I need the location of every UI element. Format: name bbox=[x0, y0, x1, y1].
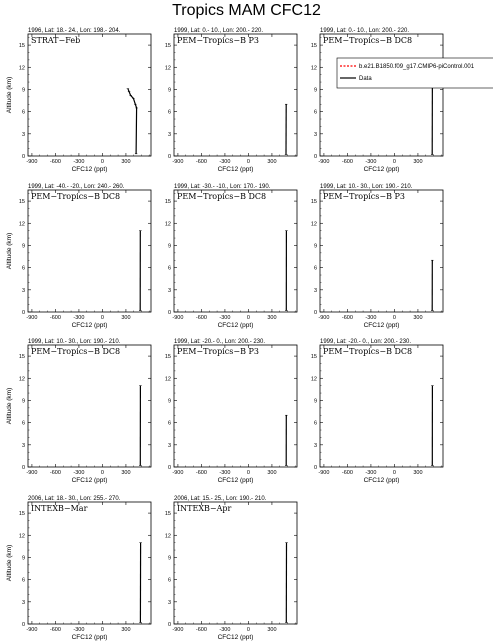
y-tick-label: 9 bbox=[313, 243, 317, 250]
y-tick-label: 3 bbox=[167, 131, 171, 138]
x-tick-label: -900 bbox=[318, 470, 330, 476]
legend-entry: b.e21.B1850.f09_g17.CMIP6-piControl.001 bbox=[359, 64, 475, 70]
legend-entry: Data bbox=[359, 76, 372, 82]
plot-frame bbox=[28, 190, 151, 312]
x-tick-label: -900 bbox=[26, 315, 38, 321]
x-tick-label: 300 bbox=[121, 627, 131, 633]
x-tick-label: 300 bbox=[267, 315, 277, 321]
x-tick-label: 0 bbox=[100, 315, 104, 321]
y-tick-label: 3 bbox=[313, 442, 317, 449]
panel-5 bbox=[165, 184, 297, 329]
y-tick-label: 6 bbox=[21, 265, 25, 272]
panel-header: 1999, Lat: 0.- 10., Lon: 200.- 220. bbox=[320, 28, 410, 34]
panel-label: PEM−Tropics−B DC8 bbox=[31, 347, 121, 356]
x-tick-label: -600 bbox=[49, 627, 61, 633]
x-tick-label: -600 bbox=[195, 159, 207, 165]
x-tick-label: 300 bbox=[121, 159, 131, 165]
y-tick-label: 15 bbox=[18, 199, 25, 206]
x-tick-label: 300 bbox=[121, 470, 131, 476]
y-tick-label: 12 bbox=[164, 533, 171, 540]
y-tick-label: 9 bbox=[167, 555, 171, 562]
x-axis-label: CFC12 (ppt) bbox=[217, 166, 254, 173]
y-tick-label: 0 bbox=[313, 465, 317, 471]
panel-header: 1999, Lat: -30.- -10., Lon: 170.- 190. bbox=[174, 184, 271, 190]
y-tick-label: 9 bbox=[21, 243, 25, 250]
y-tick-label: 0 bbox=[21, 154, 25, 160]
y-tick-label: 12 bbox=[18, 533, 25, 540]
x-tick-label: -600 bbox=[195, 315, 207, 321]
x-tick-label: -300 bbox=[219, 159, 231, 165]
x-tick-label: 0 bbox=[100, 627, 104, 633]
y-tick-label: 3 bbox=[313, 287, 317, 294]
y-tick-label: 3 bbox=[167, 287, 171, 294]
x-tick-label: -600 bbox=[49, 470, 61, 476]
y-tick-label: 0 bbox=[167, 622, 171, 628]
x-tick-label: -900 bbox=[172, 627, 184, 633]
chart-title: Tropics MAM CFC12 bbox=[172, 2, 321, 19]
panel-9 bbox=[311, 339, 443, 484]
x-tick-label: -600 bbox=[341, 470, 353, 476]
y-tick-label: 15 bbox=[310, 199, 317, 206]
x-axis-label: CFC12 (ppt) bbox=[71, 634, 108, 641]
y-tick-label: 6 bbox=[313, 109, 317, 116]
x-tick-label: 300 bbox=[413, 159, 423, 165]
x-tick-label: -300 bbox=[365, 159, 377, 165]
panel-4 bbox=[6, 184, 151, 329]
y-tick-label: 15 bbox=[18, 354, 25, 361]
y-tick-label: 3 bbox=[167, 599, 171, 606]
y-tick-label: 0 bbox=[21, 465, 25, 471]
x-tick-label: 0 bbox=[246, 315, 250, 321]
plot-frame bbox=[174, 345, 297, 467]
x-tick-label: 0 bbox=[246, 470, 250, 476]
y-tick-label: 15 bbox=[18, 511, 25, 518]
y-tick-label: 9 bbox=[167, 398, 171, 405]
y-tick-label: 0 bbox=[313, 154, 317, 160]
panel-label: INTEXB−Mar bbox=[31, 504, 88, 513]
plot-frame bbox=[320, 345, 443, 467]
panel-header: 1996, Lat: 18.- 24., Lon: 198.- 204. bbox=[28, 28, 121, 34]
panel-label: PEM−Tropics−B DC8 bbox=[323, 347, 413, 356]
plot-frame bbox=[28, 34, 151, 156]
x-axis-label: CFC12 (ppt) bbox=[217, 477, 254, 484]
y-tick-label: 12 bbox=[164, 376, 171, 383]
panel-header: 2006, Lat: 18.- 30., Lon: 255.- 270. bbox=[28, 496, 121, 502]
x-tick-label: 300 bbox=[267, 627, 277, 633]
panel-header: 1999, Lat: 10.- 30., Lon: 190.- 210. bbox=[320, 184, 413, 190]
x-tick-label: 300 bbox=[267, 159, 277, 165]
panel-label: PEM−Tropics−B DC8 bbox=[177, 192, 267, 201]
panel-header: 1999, Lat: -20.- 0., Lon: 200.- 230. bbox=[174, 339, 266, 345]
y-tick-label: 15 bbox=[18, 43, 25, 50]
y-tick-label: 9 bbox=[21, 398, 25, 405]
x-axis-label: CFC12 (ppt) bbox=[217, 322, 254, 329]
y-tick-label: 12 bbox=[164, 65, 171, 72]
panel-6 bbox=[311, 184, 443, 329]
x-tick-label: 0 bbox=[246, 627, 250, 633]
x-tick-label: -600 bbox=[341, 315, 353, 321]
x-tick-label: -900 bbox=[172, 159, 184, 165]
y-tick-label: 3 bbox=[167, 442, 171, 449]
x-tick-label: -300 bbox=[219, 315, 231, 321]
x-tick-label: -900 bbox=[318, 315, 330, 321]
y-tick-label: 0 bbox=[167, 465, 171, 471]
y-tick-label: 3 bbox=[21, 287, 25, 294]
x-axis-label: CFC12 (ppt) bbox=[217, 634, 254, 641]
x-tick-label: -300 bbox=[219, 470, 231, 476]
x-tick-label: -600 bbox=[341, 159, 353, 165]
x-tick-label: -900 bbox=[26, 627, 38, 633]
y-tick-label: 12 bbox=[310, 65, 317, 72]
x-tick-label: -900 bbox=[26, 159, 38, 165]
x-tick-label: -300 bbox=[365, 315, 377, 321]
y-tick-label: 12 bbox=[18, 221, 25, 228]
y-axis-label: Altitude (km) bbox=[6, 232, 13, 270]
y-tick-label: 0 bbox=[313, 310, 317, 316]
plot-frame bbox=[174, 190, 297, 312]
legend bbox=[337, 58, 493, 88]
panel-header: 1999, Lat: 10.- 30., Lon: 190.- 210. bbox=[28, 339, 121, 345]
y-tick-label: 15 bbox=[310, 354, 317, 361]
x-tick-label: -600 bbox=[49, 315, 61, 321]
y-tick-label: 12 bbox=[310, 221, 317, 228]
x-axis-label: CFC12 (ppt) bbox=[363, 322, 400, 329]
plot-frame bbox=[174, 502, 297, 624]
x-tick-label: 0 bbox=[246, 159, 250, 165]
x-tick-label: 0 bbox=[100, 159, 104, 165]
y-tick-label: 6 bbox=[313, 265, 317, 272]
y-tick-label: 3 bbox=[21, 599, 25, 606]
panel-label: PEM−Tropics−B P3 bbox=[177, 36, 259, 45]
panel-label: PEM−Tropics−B P3 bbox=[323, 192, 405, 201]
panel-label: PEM−Tropics−B DC8 bbox=[323, 36, 413, 45]
y-tick-label: 9 bbox=[21, 555, 25, 562]
plot-frame bbox=[320, 190, 443, 312]
x-tick-label: -300 bbox=[219, 627, 231, 633]
y-tick-label: 15 bbox=[164, 354, 171, 361]
y-tick-label: 6 bbox=[21, 420, 25, 427]
y-tick-label: 9 bbox=[21, 87, 25, 94]
x-axis-label: CFC12 (ppt) bbox=[71, 166, 108, 173]
panel-label: PEM−Tropics−B P3 bbox=[177, 347, 259, 356]
plot-frame bbox=[28, 345, 151, 467]
x-tick-label: 300 bbox=[267, 470, 277, 476]
y-tick-label: 3 bbox=[21, 442, 25, 449]
x-tick-label: 0 bbox=[100, 470, 104, 476]
panel-7 bbox=[6, 339, 151, 484]
panel-1 bbox=[6, 28, 151, 173]
plot-frame bbox=[28, 502, 151, 624]
panel-3 bbox=[311, 28, 443, 173]
x-tick-label: -300 bbox=[73, 627, 85, 633]
legend-box bbox=[337, 58, 493, 88]
x-tick-label: 300 bbox=[413, 470, 423, 476]
panel-header: 2006, Lat: 15.- 25., Lon: 190.- 210. bbox=[174, 496, 267, 502]
y-tick-label: 6 bbox=[167, 577, 171, 584]
panel-header: 1999, Lat: -20.- 0., Lon: 200.- 230. bbox=[320, 339, 412, 345]
x-tick-label: 300 bbox=[413, 315, 423, 321]
x-tick-label: -900 bbox=[172, 315, 184, 321]
y-tick-label: 15 bbox=[310, 43, 317, 50]
y-tick-label: 0 bbox=[167, 154, 171, 160]
x-tick-label: 0 bbox=[392, 470, 396, 476]
plot-frame bbox=[320, 34, 443, 156]
y-tick-label: 6 bbox=[167, 420, 171, 427]
y-tick-label: 0 bbox=[21, 310, 25, 316]
panel-label: STRAT−Feb bbox=[31, 36, 81, 45]
y-tick-label: 6 bbox=[167, 109, 171, 116]
x-tick-label: -600 bbox=[195, 470, 207, 476]
x-axis-label: CFC12 (ppt) bbox=[363, 166, 400, 173]
panel-header: 1999, Lat: 0.- 10., Lon: 200.- 220. bbox=[174, 28, 264, 34]
y-tick-label: 9 bbox=[313, 87, 317, 94]
y-axis-label: Altitude (km) bbox=[6, 387, 13, 425]
x-tick-label: -600 bbox=[49, 159, 61, 165]
x-tick-label: -300 bbox=[73, 159, 85, 165]
x-axis-label: CFC12 (ppt) bbox=[363, 477, 400, 484]
x-tick-label: -300 bbox=[365, 470, 377, 476]
x-tick-label: -600 bbox=[195, 627, 207, 633]
y-tick-label: 0 bbox=[21, 622, 25, 628]
x-tick-label: -300 bbox=[73, 315, 85, 321]
panel-2 bbox=[165, 28, 297, 173]
y-tick-label: 6 bbox=[21, 109, 25, 116]
panel-header: 1999, Lat: -40.- -20., Lon: 240.- 260. bbox=[28, 184, 125, 190]
y-tick-label: 12 bbox=[18, 376, 25, 383]
y-tick-label: 9 bbox=[167, 243, 171, 250]
x-axis-label: CFC12 (ppt) bbox=[71, 477, 108, 484]
x-tick-label: -300 bbox=[73, 470, 85, 476]
panel-11 bbox=[165, 496, 297, 641]
x-tick-label: 0 bbox=[392, 159, 396, 165]
panel-8 bbox=[165, 339, 297, 484]
y-tick-label: 3 bbox=[21, 131, 25, 138]
panel-label: PEM−Tropics−B DC8 bbox=[31, 192, 121, 201]
y-tick-label: 3 bbox=[313, 131, 317, 138]
y-tick-label: 6 bbox=[313, 420, 317, 427]
plot-frame bbox=[174, 34, 297, 156]
y-tick-label: 12 bbox=[18, 65, 25, 72]
panel-label: INTEXB−Apr bbox=[177, 504, 232, 513]
y-tick-label: 15 bbox=[164, 43, 171, 50]
y-tick-label: 12 bbox=[164, 221, 171, 228]
x-tick-label: -900 bbox=[172, 470, 184, 476]
y-tick-label: 15 bbox=[164, 511, 171, 518]
y-tick-label: 6 bbox=[21, 577, 25, 584]
y-tick-label: 9 bbox=[313, 398, 317, 405]
x-tick-label: 0 bbox=[392, 315, 396, 321]
y-tick-label: 6 bbox=[167, 265, 171, 272]
y-tick-label: 9 bbox=[167, 87, 171, 94]
y-tick-label: 12 bbox=[310, 376, 317, 383]
y-axis-label: Altitude (km) bbox=[6, 544, 13, 582]
x-tick-label: -900 bbox=[318, 159, 330, 165]
panel-10 bbox=[6, 496, 151, 641]
x-tick-label: 300 bbox=[121, 315, 131, 321]
x-tick-label: -900 bbox=[26, 470, 38, 476]
y-tick-label: 15 bbox=[164, 199, 171, 206]
x-axis-label: CFC12 (ppt) bbox=[71, 322, 108, 329]
y-axis-label: Altitude (km) bbox=[6, 76, 13, 114]
y-tick-label: 0 bbox=[167, 310, 171, 316]
